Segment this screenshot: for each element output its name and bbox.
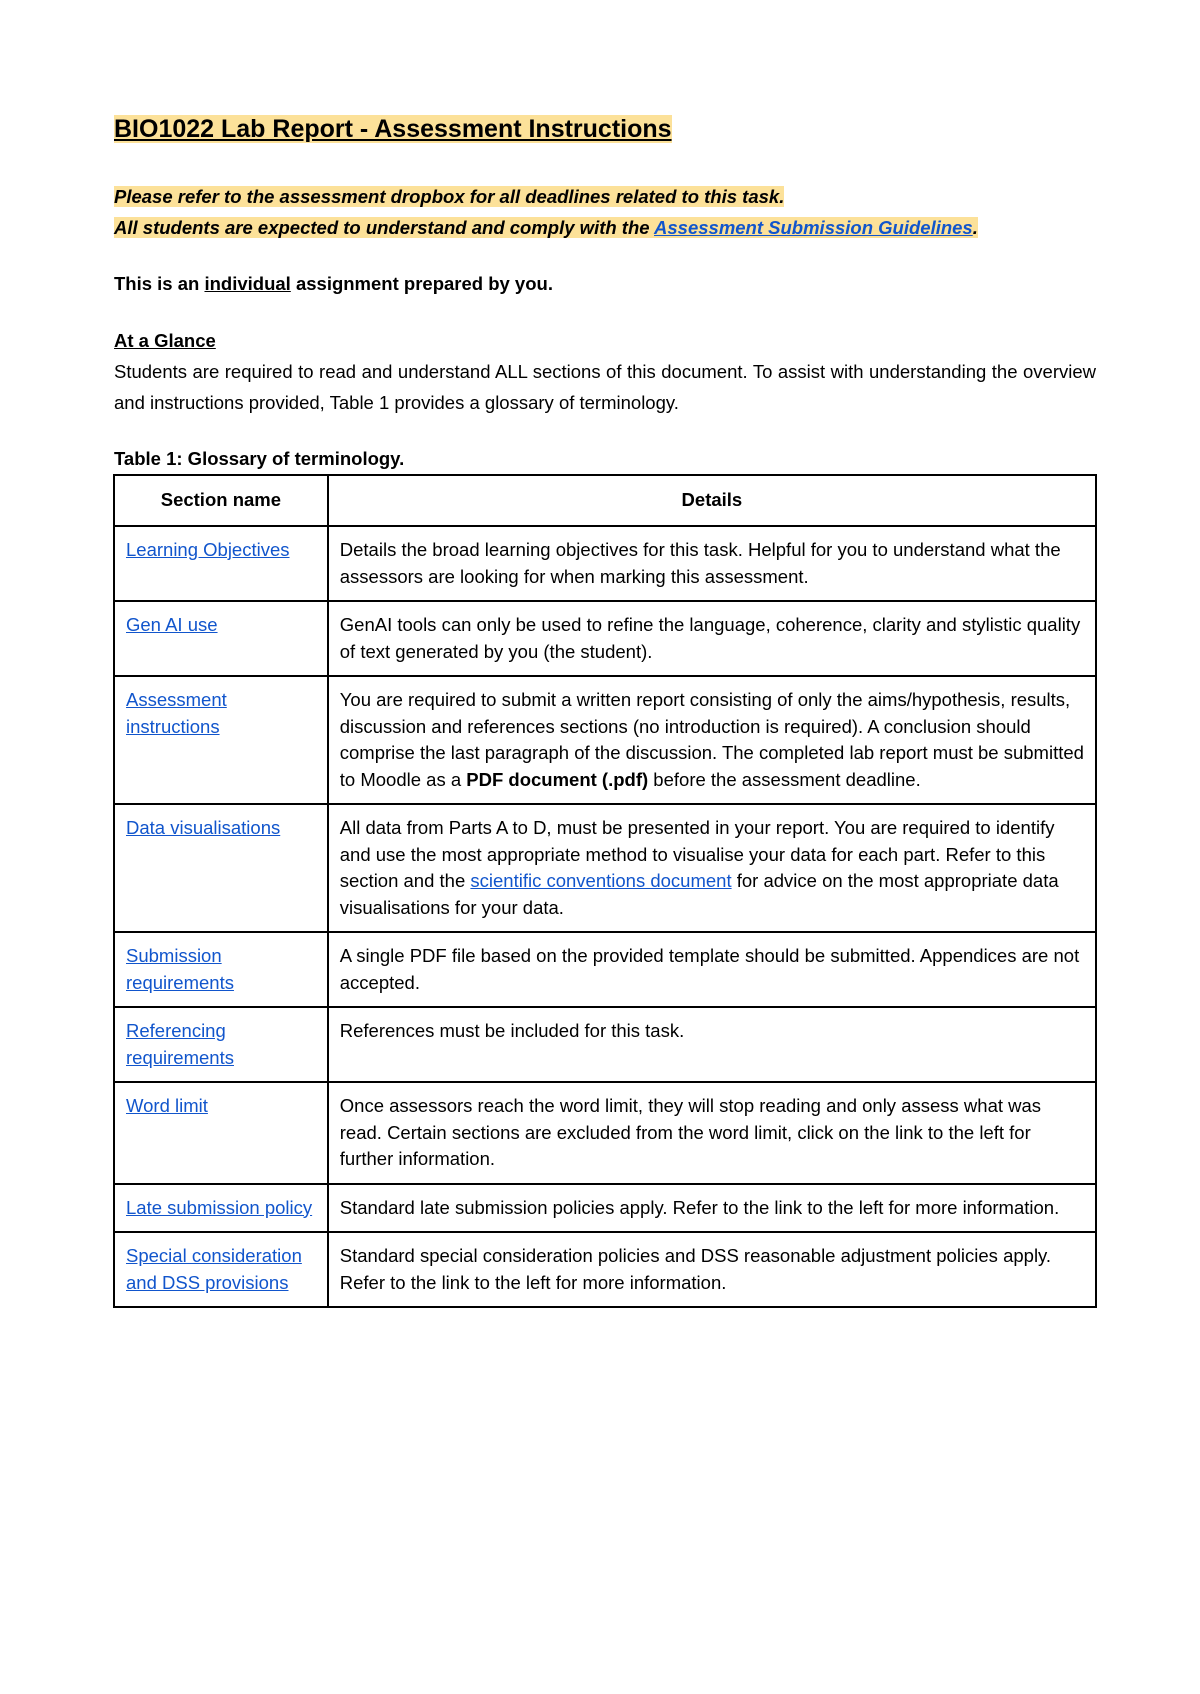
details-text: You are required to submit a written report consisting of only the aims/hypothesis, results, discussion and references sections (no introduction is required). A conclusion should comprise the last paragraph of the discussion. The completed lab report must be submitted to Moodle as a: [339, 689, 1084, 790]
details-cell: [328, 804, 1096, 932]
header-details: Details: [328, 475, 1096, 526]
notice-line-2-suffix: .: [972, 217, 978, 238]
table-row: [114, 1007, 1096, 1082]
section-name-cell: [114, 526, 328, 601]
details-cell: Standard special consideration policies and DSS reasonable adjustment policies apply. Refer to the link to the left for more information.: [328, 1232, 1096, 1307]
section-name-cell: [114, 932, 328, 1007]
table-row: [114, 676, 1096, 804]
deadline-notice: [114, 182, 1096, 244]
section-link-word-limit[interactable]: Word limit: [126, 1095, 208, 1116]
details-cell: [328, 676, 1096, 804]
section-name-cell: [114, 804, 328, 932]
details-cell: A single PDF file based on the provided template should be submitted. Appendices are not accepted.: [328, 932, 1096, 1007]
table-caption: Table 1: Glossary of terminology.: [114, 448, 405, 469]
table-row: [114, 1232, 1096, 1307]
section-name-cell: [114, 1082, 328, 1184]
section-link-gen-ai-use[interactable]: Gen AI use: [126, 614, 218, 635]
title-line: [114, 112, 1096, 154]
section-link-special-consideration[interactable]: Special consideration and DSS provisions: [126, 1245, 302, 1293]
details-cell: Details the broad learning objectives for this task. Helpful for you to understand what the assessors are looking for when marking this assessment.: [328, 526, 1096, 601]
details-cell: References must be included for this task.: [328, 1007, 1096, 1082]
document-page: [114, 112, 1096, 1308]
section-name-cell: [114, 601, 328, 676]
header-section-name: Section name: [114, 475, 328, 526]
section-link-late-submission-policy[interactable]: Late submission policy: [126, 1196, 313, 1218]
notice-line-2-prefix: All students are expected to understand and comply with the: [114, 217, 655, 238]
individual-prefix: This is an: [114, 273, 205, 294]
at-a-glance-text: Students are required to read and understand ALL sections of this document. To assist with understanding the overview and instructions provided, Table 1 provides a glossary of terminology.: [114, 361, 1096, 413]
notice-line-2: [114, 217, 978, 238]
details-cell: Once assessors reach the word limit, they will stop reading and only assess what was read. Certain sections are excluded from the word limit, click on the link to the left for further information.: [328, 1082, 1096, 1184]
table-row: [114, 526, 1096, 601]
pdf-document-emphasis: PDF document (.pdf): [466, 768, 649, 790]
section-link-assessment-instructions[interactable]: Assessment instructions: [126, 689, 227, 737]
section-link-submission-requirements[interactable]: Submission requirements: [126, 945, 234, 993]
table-row: [114, 932, 1096, 1007]
glossary-table: [113, 474, 1097, 1308]
details-cell: GenAI tools can only be used to refine the language, coherence, clarity and stylistic quality of text generated by you (the student).: [328, 601, 1096, 676]
details-cell: Standard late submission policies apply. Refer to the link to the left for more information.: [328, 1184, 1096, 1233]
table-header-row: [114, 475, 1096, 526]
scientific-conventions-document-link[interactable]: scientific conventions document: [470, 870, 732, 891]
section-name-cell: [114, 1184, 328, 1233]
details-text: for advice on the most appropriate data visualisations for your data.: [339, 870, 1059, 918]
at-a-glance-heading: At a Glance: [114, 330, 216, 351]
section-link-referencing-requirements[interactable]: Referencing requirements: [126, 1020, 234, 1068]
section-link-data-visualisations[interactable]: Data visualisations: [126, 817, 281, 838]
individual-statement: [114, 268, 1096, 299]
section-name-cell: [114, 1007, 328, 1082]
section-link-learning-objectives[interactable]: Learning Objectives: [126, 539, 290, 560]
document-title: BIO1022 Lab Report - Assessment Instructions: [114, 115, 672, 143]
individual-emphasis: individual: [204, 273, 291, 294]
table-row: [114, 601, 1096, 676]
notice-line-1: Please refer to the assessment dropbox for all deadlines related to this task.: [114, 186, 785, 207]
individual-suffix: assignment prepared by you.: [290, 273, 553, 294]
table-row: [114, 1082, 1096, 1184]
section-name-cell: [114, 676, 328, 804]
section-name-cell: [114, 1232, 328, 1307]
table-row: [114, 804, 1096, 932]
details-text: before the assessment deadline.: [648, 768, 921, 790]
details-text: All data from Parts A to D, must be presented in your report. You are required to identify and use the most appropriate method to visualise your data for each part. Refer to this section and the: [339, 817, 1055, 891]
table-row: [114, 1184, 1096, 1233]
assessment-submission-guidelines-link[interactable]: Assessment Submission Guidelines: [654, 217, 973, 238]
